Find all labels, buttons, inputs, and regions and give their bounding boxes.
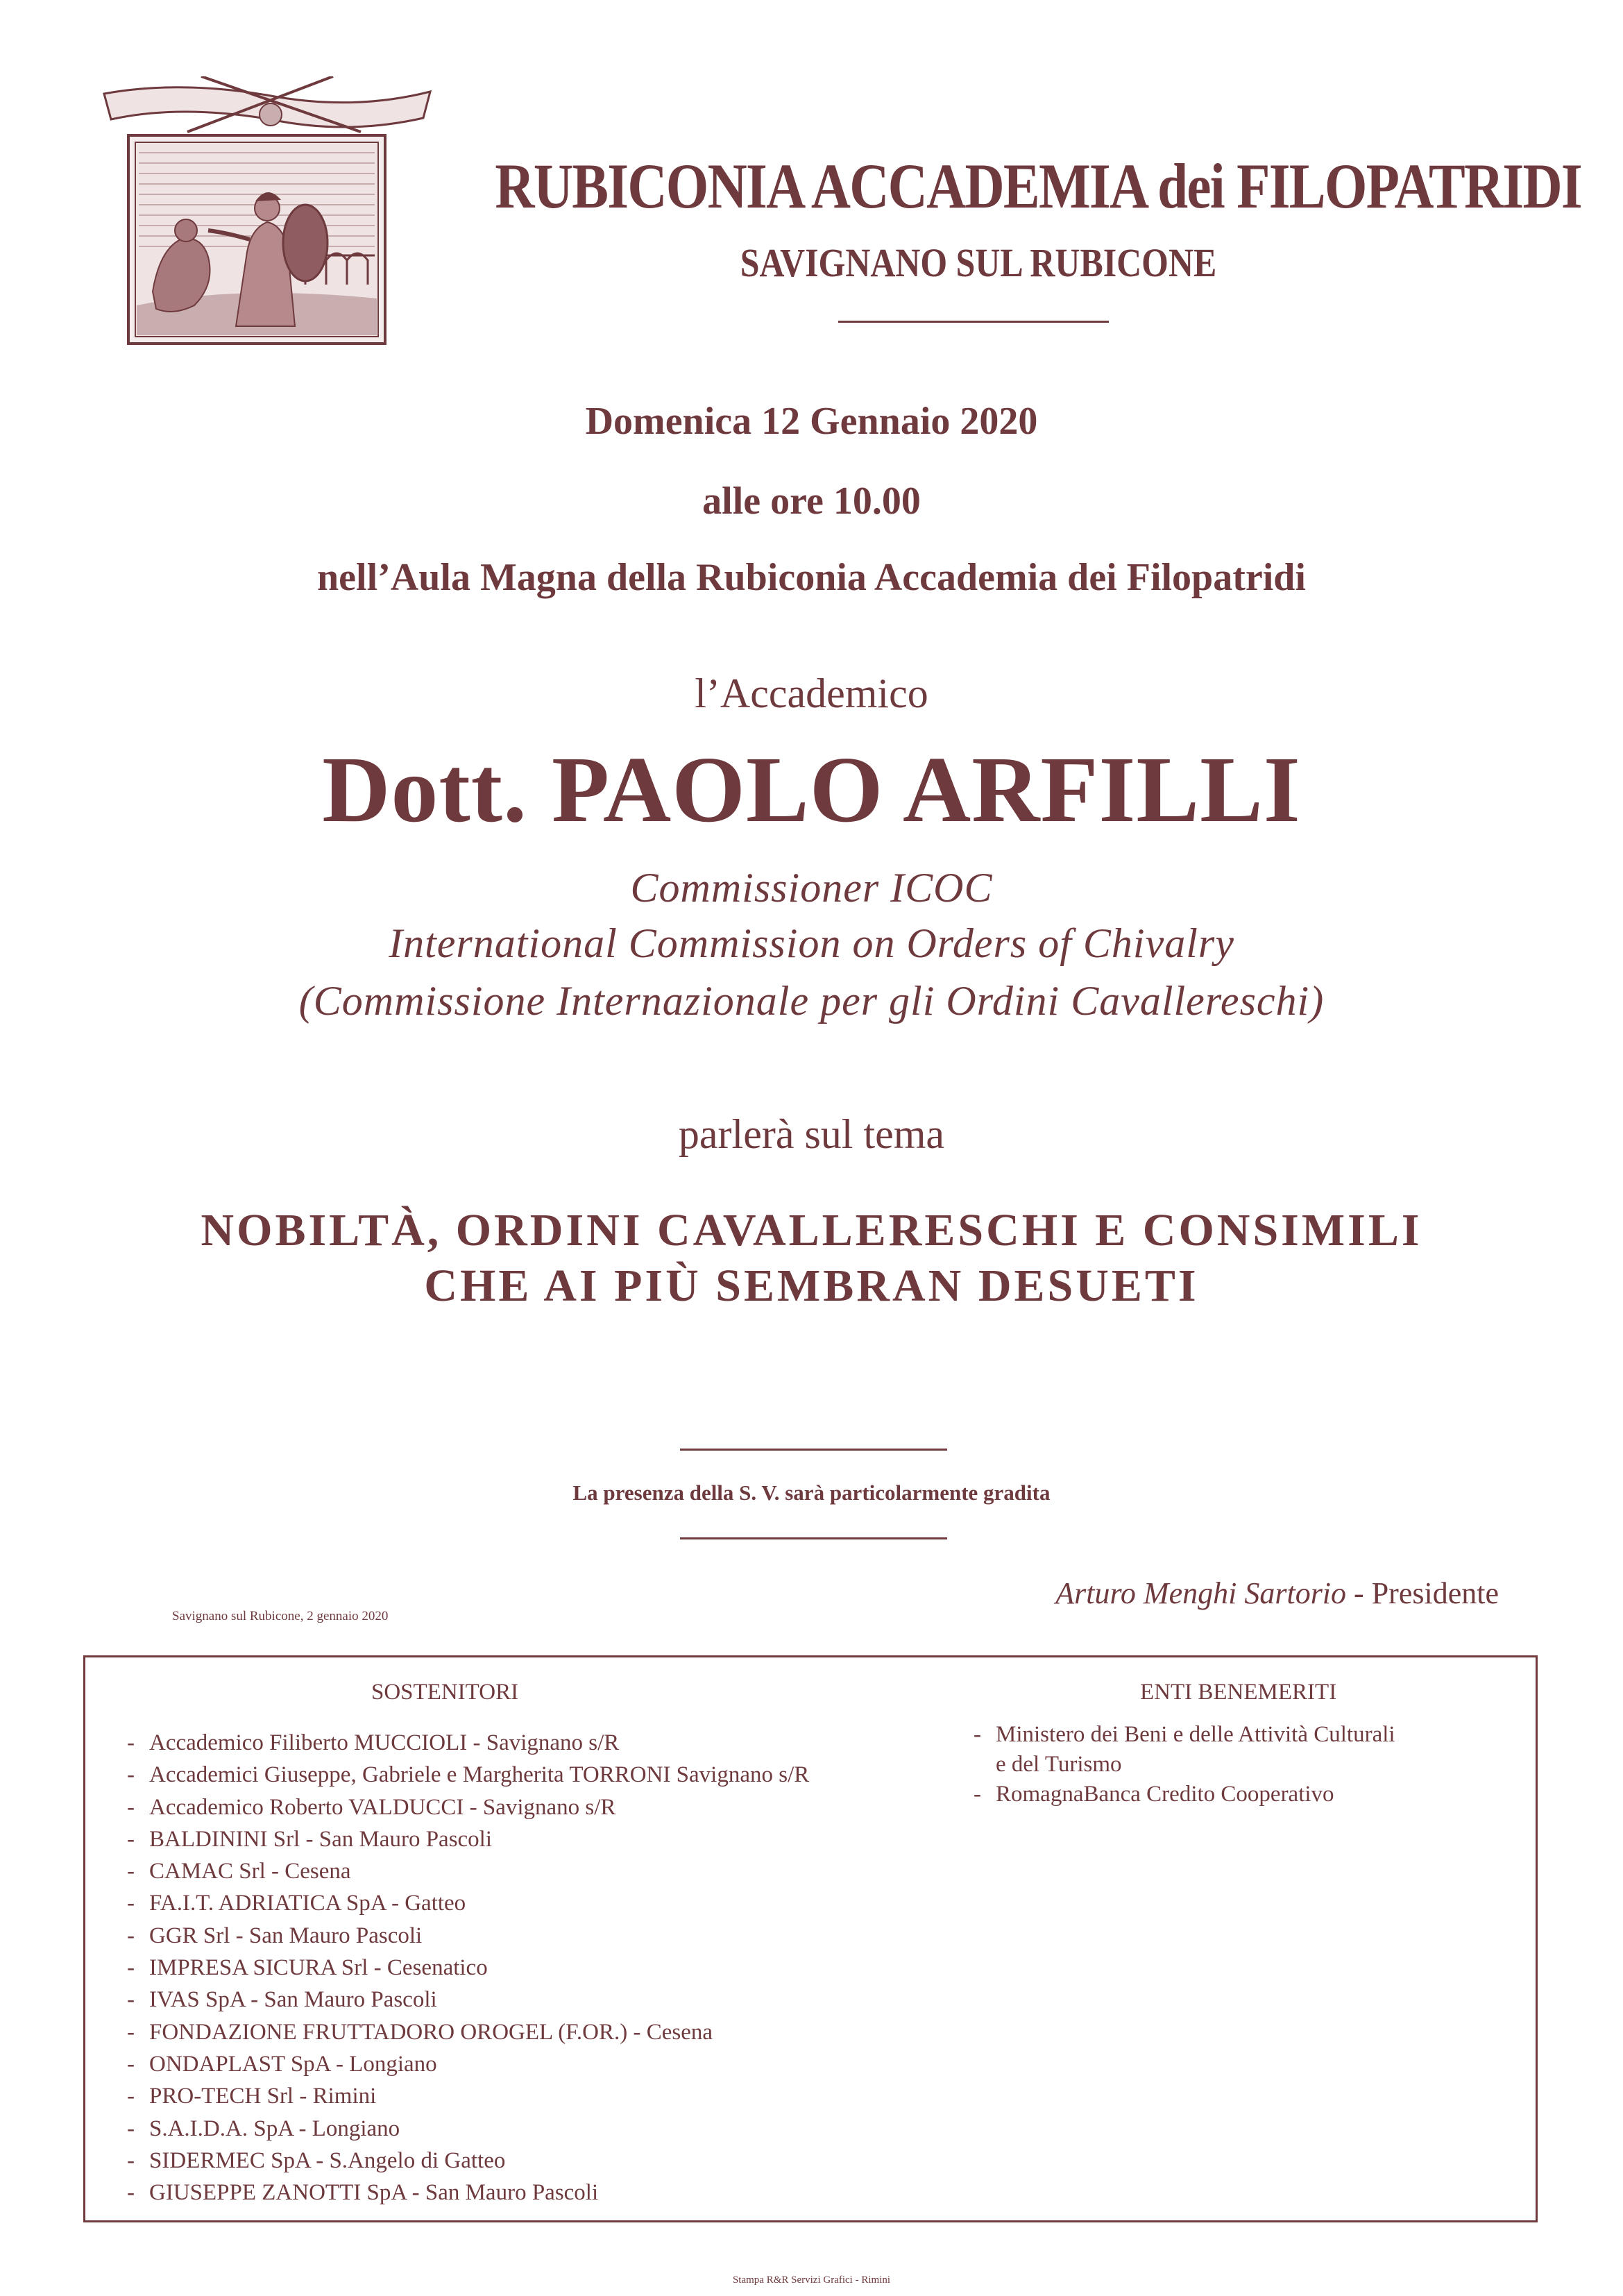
- topic-intro: parlerà sul tema: [678, 1111, 945, 1157]
- topic-title-line: NOBILTÀ, ORDINI CAVALLERESCHI E CONSIMILI: [201, 1205, 1422, 1256]
- signature-separator: -: [1346, 1576, 1372, 1610]
- speaker-name: Dott. PAOLO ARFILLI: [322, 738, 1301, 842]
- topic-title-line: CHE AI PIÙ SEMBRAN DESUETI: [424, 1260, 1199, 1311]
- list-item: - Ministero dei Beni e delle Attività Culturali: [974, 1722, 1395, 1747]
- president-name: Arturo Menghi Sartorio: [1055, 1576, 1347, 1610]
- academy-engraving-emblem: [97, 76, 444, 354]
- list-item-continuation: e del Turismo: [996, 1752, 1122, 1777]
- benefactors-list: [974, 1720, 1395, 1809]
- list-item: - IVAS SpA - San Mauro Pascoli: [127, 1987, 437, 2013]
- event-venue: nell’Aula Magna della Rubiconia Accademia dei Filopatridi: [317, 556, 1306, 599]
- list-item: - IMPRESA SICURA Srl - Cesenatico: [127, 1955, 488, 1981]
- place-date: Savignano sul Rubicone, 2 gennaio 2020: [172, 1609, 389, 1623]
- list-item: - S.A.I.D.A. SpA - Longiano: [127, 2116, 400, 2141]
- speaker-role: (Commissione Internazionale per gli Ordini Cavallereschi): [298, 978, 1325, 1024]
- printer-credit: Stampa R&R Servizi Grafici - Rimini: [732, 2274, 891, 2286]
- list-item: - CAMAC Srl - Cesena: [127, 1859, 351, 1884]
- academy-city: SAVIGNANO SUL RUBICONE: [740, 240, 1217, 285]
- president-role: Presidente: [1371, 1576, 1499, 1610]
- list-item: - GGR Srl - San Mauro Pascoli: [127, 1923, 423, 1948]
- sponsors-list: [127, 1727, 809, 2209]
- list-item: - FA.I.T. ADRIATICA SpA - Gatteo: [127, 1891, 466, 1916]
- note-divider-top: [680, 1449, 947, 1451]
- sponsors-box: [83, 1655, 1538, 2222]
- list-item: - ONDAPLAST SpA - Longiano: [127, 2051, 437, 2077]
- list-item: - Accademico Filiberto MUCCIOLI - Savignano s/R: [127, 1730, 620, 1755]
- list-item: - FONDAZIONE FRUTTADORO OROGEL (F.OR.) - Cesena: [127, 2019, 713, 2045]
- list-item: - SIDERMEC SpA - S.Angelo di Gatteo: [127, 2147, 506, 2173]
- list-item: - Accademico Roberto VALDUCCI - Savignano s/R: [127, 1794, 616, 1820]
- list-item: - GIUSEPPE ZANOTTI SpA - San Mauro Pascoli: [127, 2180, 599, 2206]
- note-divider-bottom: [680, 1537, 947, 1539]
- speaker-intro: l’Accademico: [695, 670, 928, 716]
- academy-title: RUBICONIA ACCADEMIA dei FILOPATRIDI: [495, 151, 1581, 221]
- benefactors-title: ENTI BENEMERITI: [1140, 1680, 1337, 1705]
- list-item: - PRO-TECH Srl - Rimini: [127, 2084, 377, 2109]
- speaker-role: International Commission on Orders of Chivalry: [389, 920, 1234, 966]
- list-item: - Accademici Giuseppe, Gabriele e Margherita TORRONI Savignano s/R: [127, 1762, 810, 1788]
- president-signature: [833, 1576, 1499, 1611]
- list-item: - RomagnaBanca Credito Cooperativo: [974, 1782, 1334, 1807]
- sponsors-title: SOSTENITORI: [371, 1680, 519, 1705]
- list-item: - BALDININI Srl - San Mauro Pascoli: [127, 1826, 493, 1852]
- header-divider: [838, 321, 1109, 323]
- emblem-icon: [97, 76, 444, 354]
- event-time: alle ore 10.00: [702, 480, 921, 523]
- invitation-note: La presenza della S. V. sarà particolarmente gradita: [572, 1480, 1051, 1505]
- event-date: Domenica 12 Gennaio 2020: [585, 400, 1038, 443]
- speaker-role: Commissioner ICOC: [630, 865, 993, 911]
